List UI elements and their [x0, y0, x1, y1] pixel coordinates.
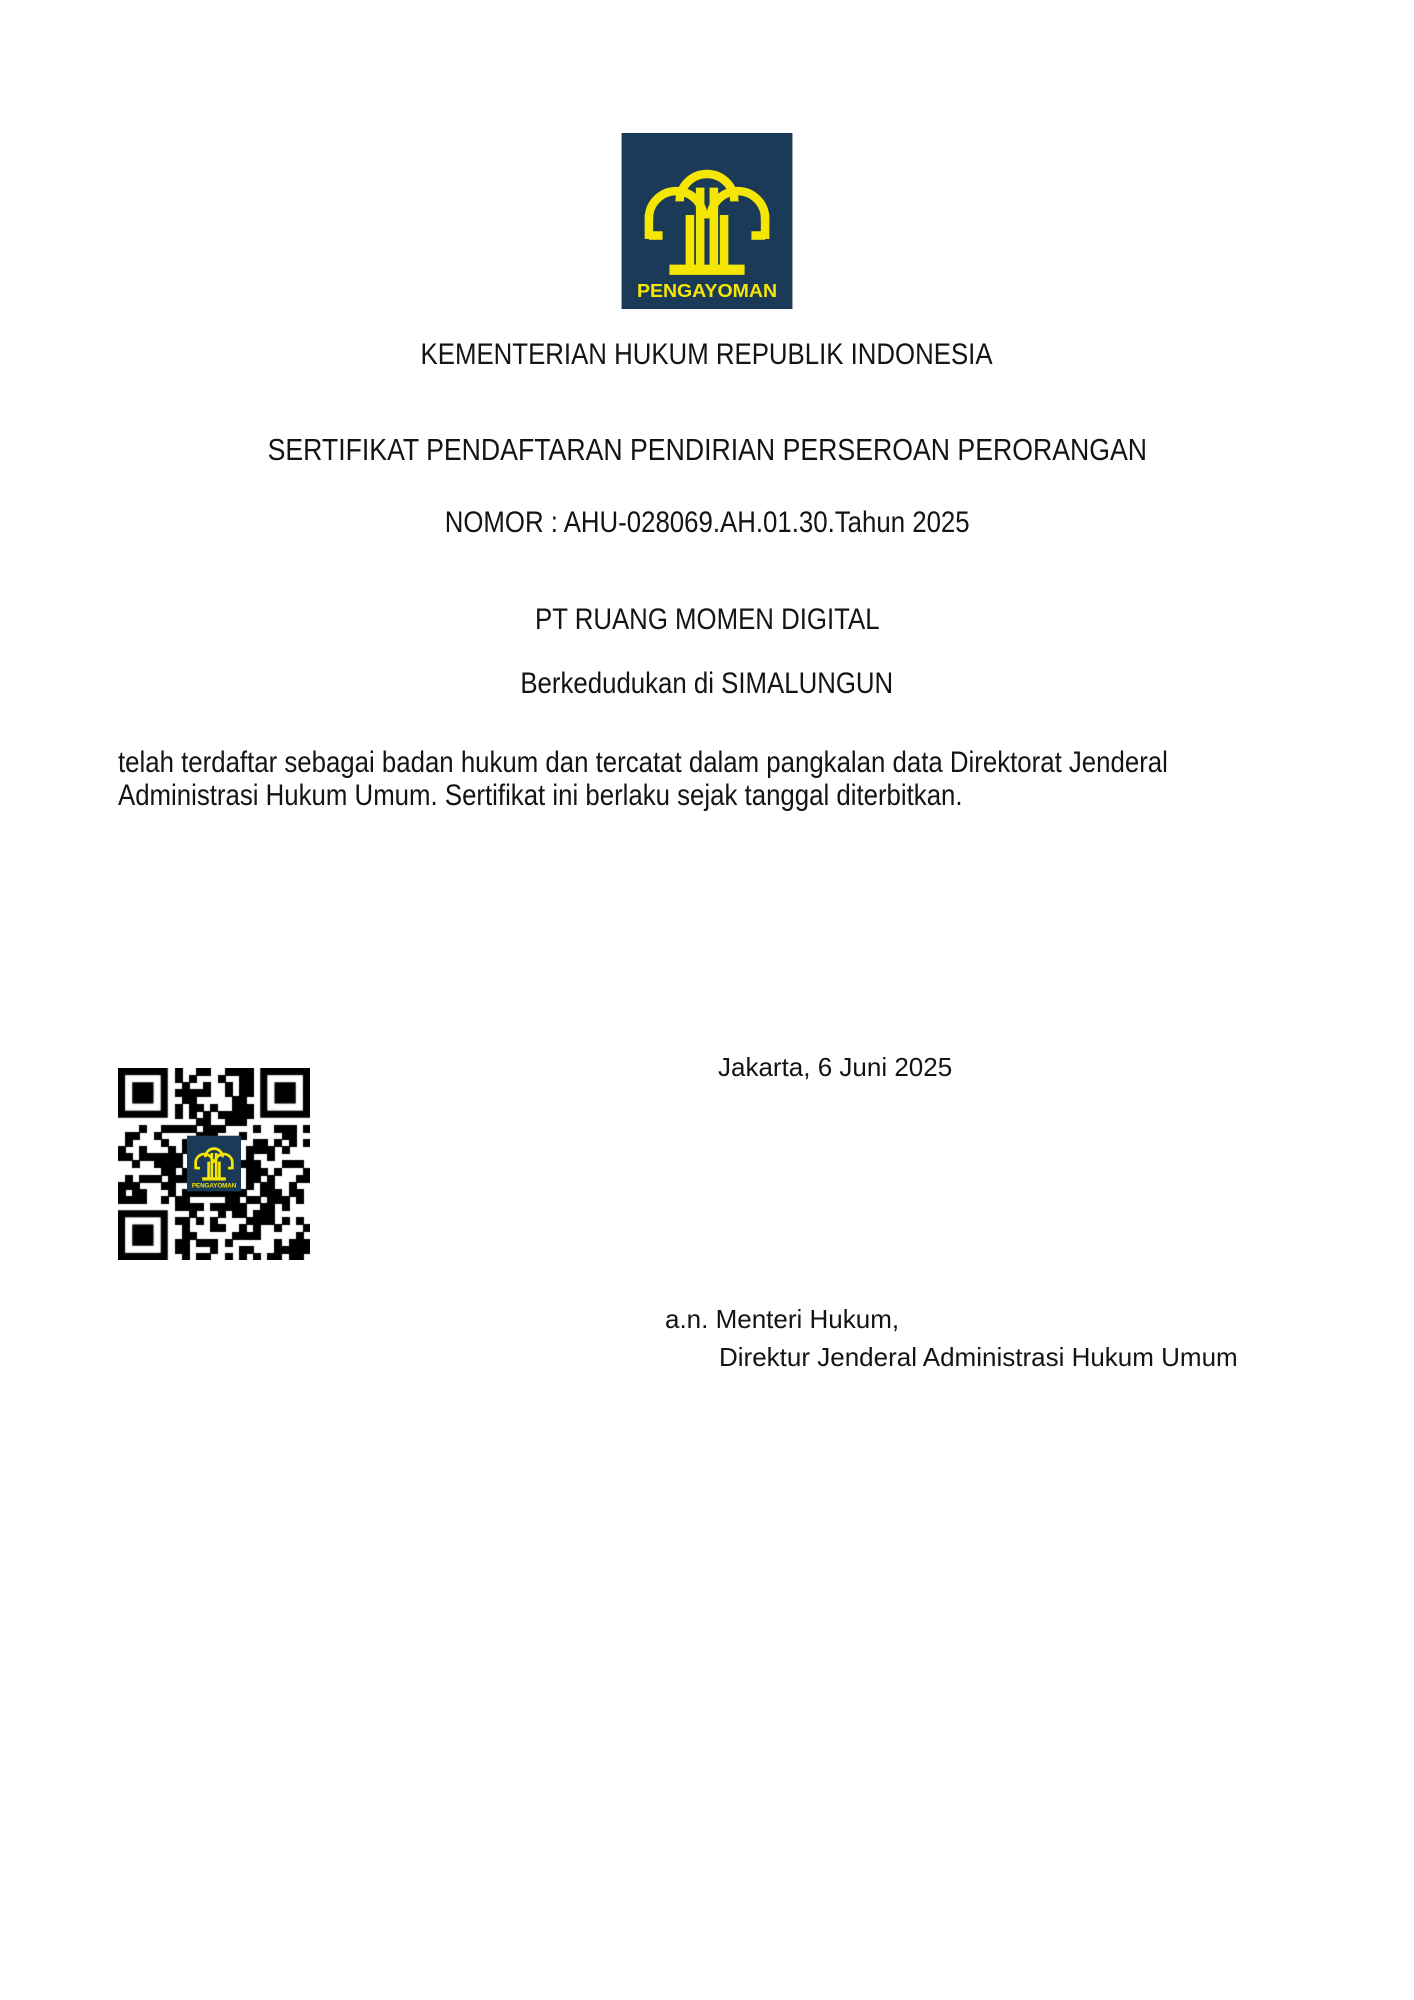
statement-line-2: Administrasi Hukum Umum. Sertifikat ini berlaku sejak tanggal diterbitkan. — [118, 779, 963, 812]
ministry-name-text: KEMENTERIAN HUKUM REPUBLIK INDONESIA — [420, 338, 994, 371]
company-name-heading — [0, 603, 1414, 637]
pengayoman-emblem-small-icon — [187, 1135, 241, 1192]
pengayoman-emblem-icon — [621, 133, 793, 309]
registration-statement-paragraph — [118, 746, 1339, 812]
issuance-place-date: Jakarta, 6 Juni 2025 — [718, 1052, 953, 1082]
pengayoman-label-small: PENGAYOMAN — [191, 1183, 237, 1190]
certificate-title-text: SERTIFIKAT PENDAFTARAN PENDIRIAN PERSEROAN PERORANGAN — [267, 432, 1147, 467]
qr-center-logo-icon — [187, 1135, 241, 1192]
signature-title: Direktur Jenderal Administrasi Hukum Umum — [719, 1342, 1238, 1372]
verification-qr-code — [118, 1068, 310, 1260]
signature-on-behalf: a.n. Menteri Hukum, — [665, 1304, 900, 1334]
certificate-title-heading — [0, 433, 1414, 467]
statement-line-1: telah terdaftar sebagai badan hukum dan tercatat dalam pangkalan data Direktorat Jenderal — [118, 746, 1168, 779]
certificate-number-line — [0, 506, 1414, 540]
ministry-logo-icon — [621, 133, 793, 309]
ministry-name-heading — [0, 338, 1414, 372]
certificate-number-text: NOMOR : AHU-028069.AH.01.30.Tahun 2025 — [444, 506, 970, 539]
company-domicile-line — [0, 667, 1414, 701]
pengayoman-label: PENGAYOMAN — [636, 280, 778, 302]
company-name-text: PT RUANG MOMEN DIGITAL — [534, 603, 880, 636]
signature-block — [665, 1300, 1238, 1376]
company-domicile-text: Berkedudukan di SIMALUNGUN — [520, 667, 894, 700]
